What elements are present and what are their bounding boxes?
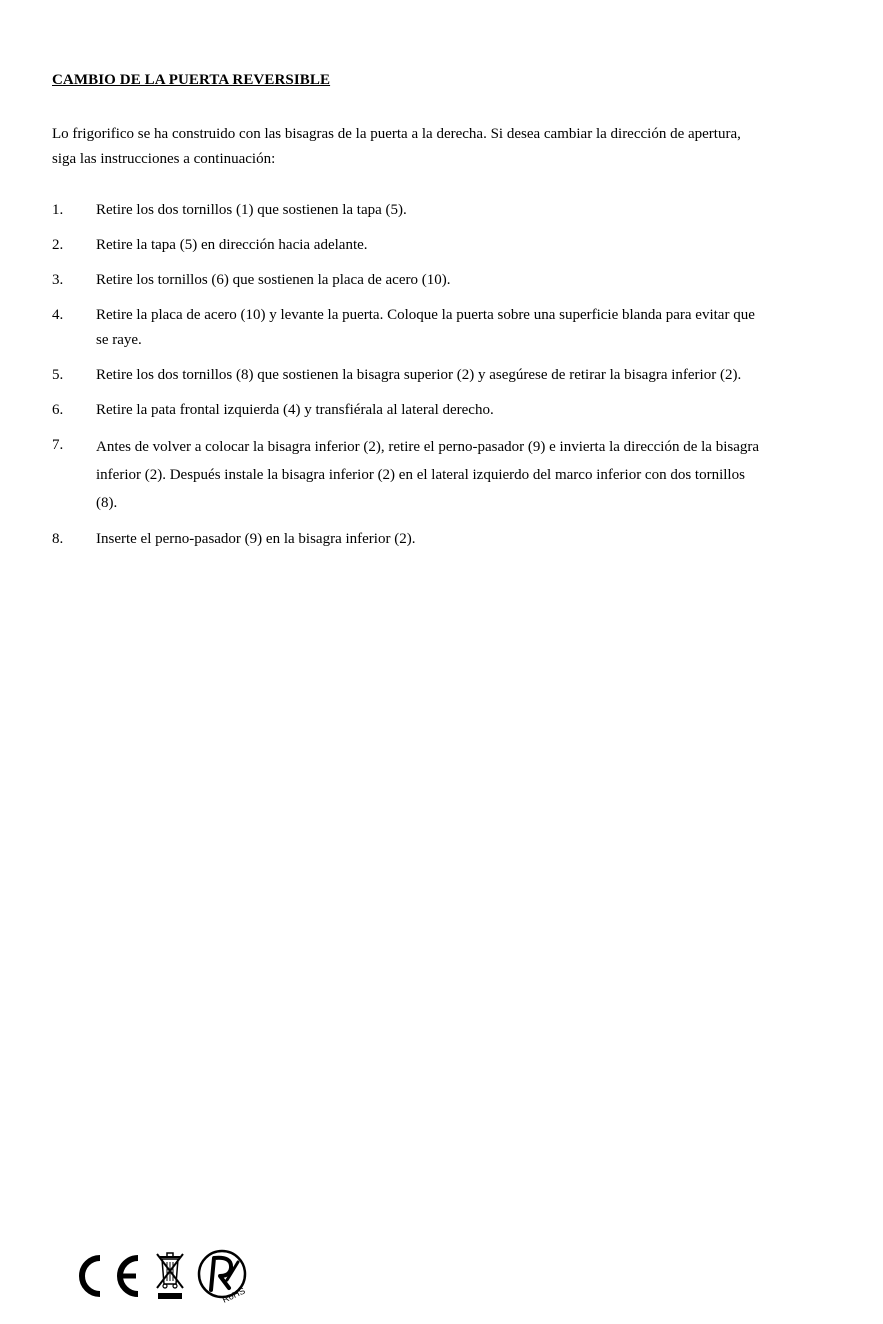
step-text: Retire la pata frontal izquierda (4) y transfiérala al lateral derecho. (96, 402, 494, 418)
step-text: Retire los dos tornillos (8) que sostienen la bisagra superior (2) y asegúrese de retirar la bisagra inferior (2). (96, 367, 742, 383)
step-number: 3. (52, 272, 64, 288)
step-text: Retire los dos tornillos (1) que sostienen la tapa (5). (96, 202, 407, 218)
step-item (52, 398, 768, 423)
step-text: Retire los tornillos (6) que sostienen la placa de acero (10). (96, 272, 451, 288)
step-item (52, 303, 768, 353)
step-item (52, 527, 768, 552)
step-text: Retire la tapa (5) en dirección hacia adelante. (96, 237, 368, 253)
step-text: Retire la placa de acero (10) y levante la puerta. Coloque la puerta sobre una superficie blanda para evitar que se raye. (96, 307, 755, 348)
instruction-steps (52, 198, 768, 562)
rohs-mark-icon (194, 1246, 254, 1306)
step-item (52, 198, 768, 223)
step-item (52, 268, 768, 293)
step-number: 6. (52, 402, 64, 418)
step-number: 2. (52, 237, 64, 253)
step-number: 1. (52, 202, 64, 218)
step-number: 7. (52, 437, 64, 453)
page-title: CAMBIO DE LA PUERTA REVERSIBLE (52, 72, 331, 88)
step-number: 5. (52, 367, 64, 383)
step-item (52, 433, 768, 517)
step-text: Inserte el perno-pasador (9) en la bisagra inferior (2). (96, 531, 416, 547)
weee-bin-icon (152, 1248, 188, 1304)
step-text: Antes de volver a colocar la bisagra inferior (2), retire el perno-pasador (9) e invierta la dirección de la bisagra inferior (2). Después instale la bisagra inferior (2) en el lateral izquierdo del marco inferior con dos tornillos (8). (96, 439, 760, 511)
step-item (52, 233, 768, 258)
step-number: 8. (52, 531, 64, 547)
ce-mark-icon (70, 1252, 146, 1300)
step-number: 4. (52, 307, 64, 323)
rohs-label: RoHS (220, 1285, 247, 1305)
step-item (52, 363, 768, 388)
certification-logos (70, 1246, 254, 1306)
intro-paragraph: Lo frigorifico se ha construido con las bisagras de la puerta a la derecha. Si desea cambiar la dirección de apertura, siga las instrucciones a continuación: (52, 126, 741, 167)
